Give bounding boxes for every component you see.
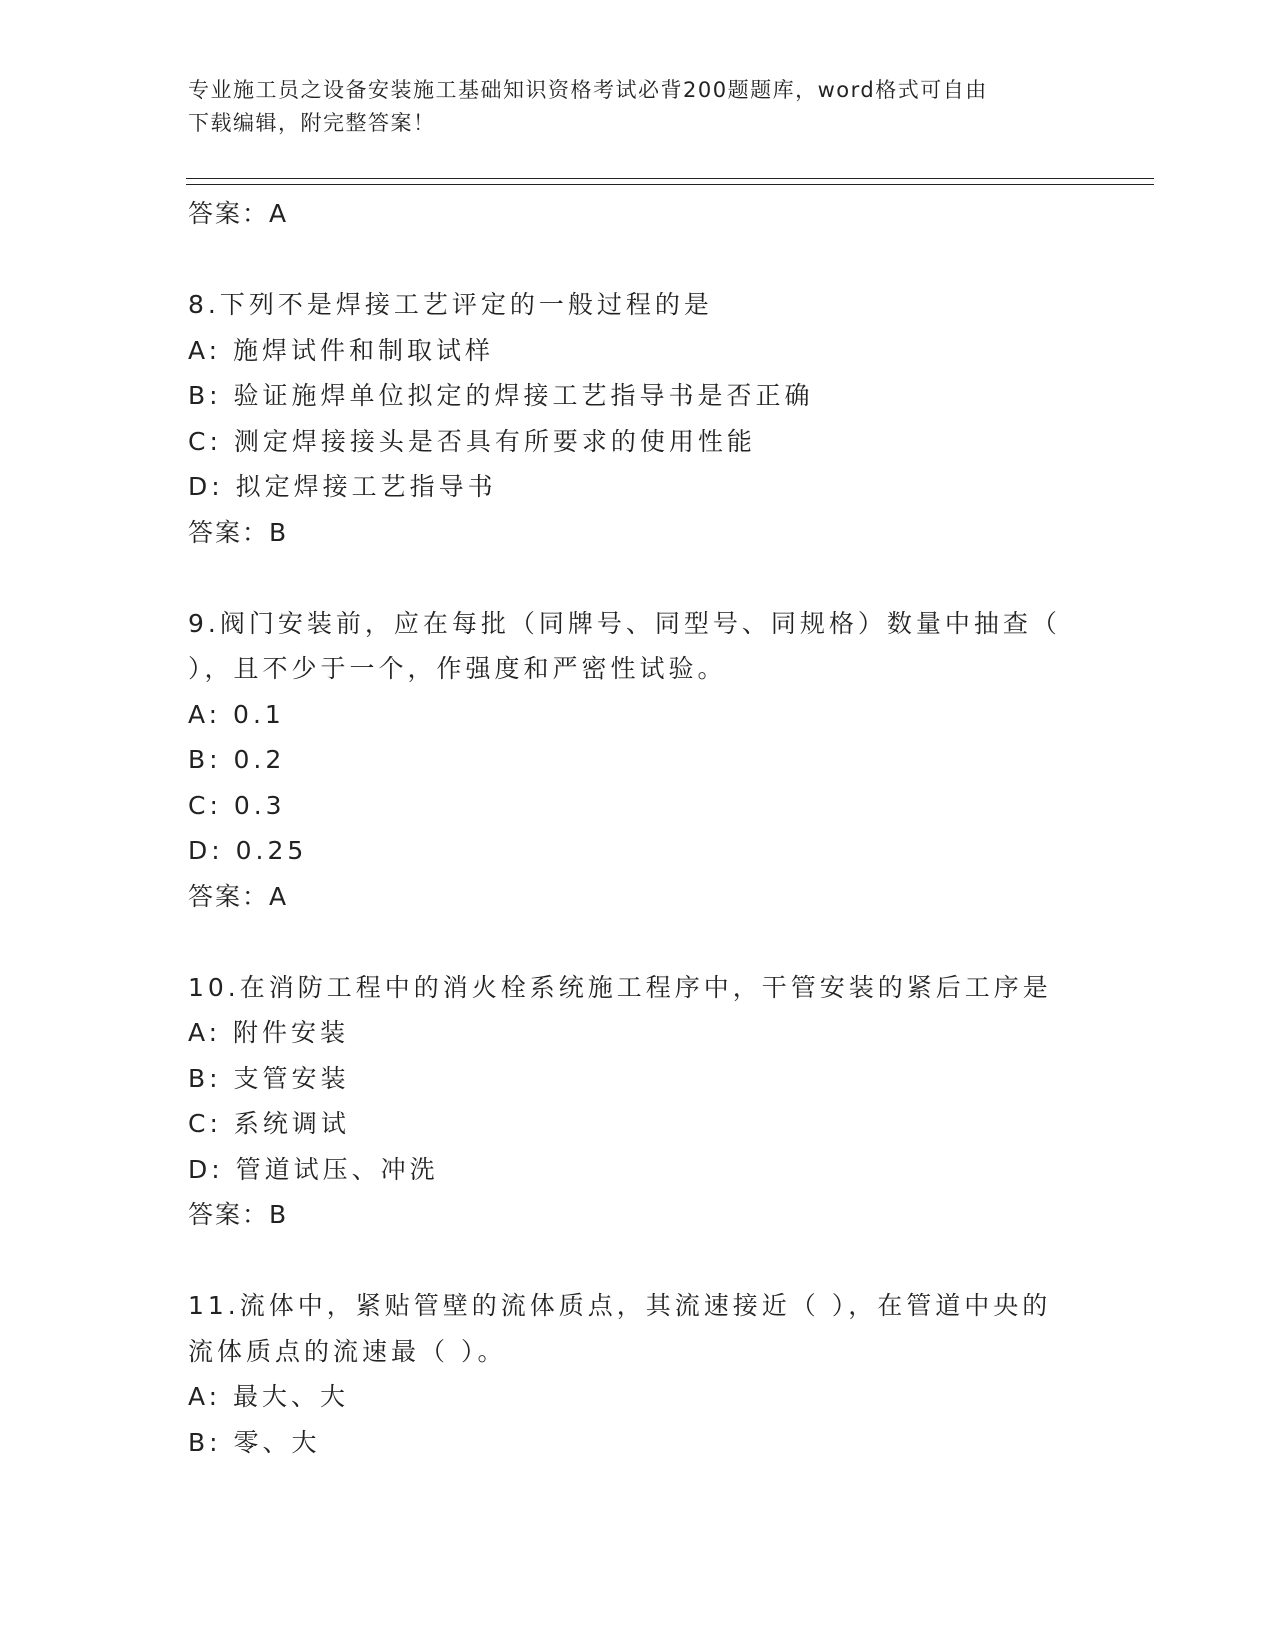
question-text: ），且不少于一个，作强度和严密性试验。 — [188, 654, 727, 683]
option-line: C: 0.3 — [188, 790, 286, 820]
option-line: A: 最大、大 — [188, 1382, 350, 1411]
header-divider-bottom — [186, 184, 1154, 185]
blank-line — [188, 555, 1088, 601]
option-line: C: 测定焊接接头是否具有所要求的使用性能 — [188, 426, 756, 456]
answer-line: 答案：A — [188, 199, 289, 228]
question-text: 流体质点的流速最（ ）。 — [188, 1336, 507, 1366]
option-line: A: 施焊试件和制取试样 — [188, 335, 495, 365]
header-line-2: 下载编辑，附完整答案！ — [188, 111, 436, 135]
option-line: C: 系统调试 — [188, 1109, 350, 1138]
option-line: D: 拟定焊接工艺指导书 — [188, 472, 497, 501]
option-line: D: 0.25 — [188, 836, 308, 865]
blank-line — [188, 237, 1088, 283]
option-line: B: 支管安装 — [188, 1063, 350, 1093]
blank-line — [188, 1238, 1088, 1284]
question-text: 10.在消防工程中的消火栓系统施工程序中，干管安装的紧后工序是 — [188, 972, 1052, 1002]
blank-line — [188, 919, 1088, 965]
option-line: B: 0.2 — [188, 745, 286, 774]
answer-line: 答案：B — [188, 517, 289, 547]
document-header — [188, 74, 1088, 140]
answer-line: 答案：A — [188, 881, 289, 911]
answer-line: 答案：B — [188, 1200, 289, 1229]
header-line-1: 专业施工员之设备安装施工基础知识资格考试必背200题题库，word格式可自由 — [188, 78, 988, 102]
header-divider-top — [186, 178, 1154, 179]
question-text: 11.流体中，紧贴管壁的流体质点，其流速接近（ ），在管道中央的 — [188, 1291, 1052, 1320]
option-line: A: 0.1 — [188, 699, 285, 729]
option-line: A: 附件安装 — [188, 1018, 350, 1047]
question-list — [188, 191, 1088, 1465]
option-line: D: 管道试压、冲洗 — [188, 1154, 439, 1184]
question-text: 9.阀门安装前，应在每批（同牌号、同型号、同规格）数量中抽查（ — [188, 608, 1061, 638]
option-line: B: 验证施焊单位拟定的焊接工艺指导书是否正确 — [188, 381, 814, 410]
question-text: 8.下列不是焊接工艺评定的一般过程的是 — [188, 290, 713, 319]
option-line: B: 零、大 — [188, 1427, 321, 1457]
